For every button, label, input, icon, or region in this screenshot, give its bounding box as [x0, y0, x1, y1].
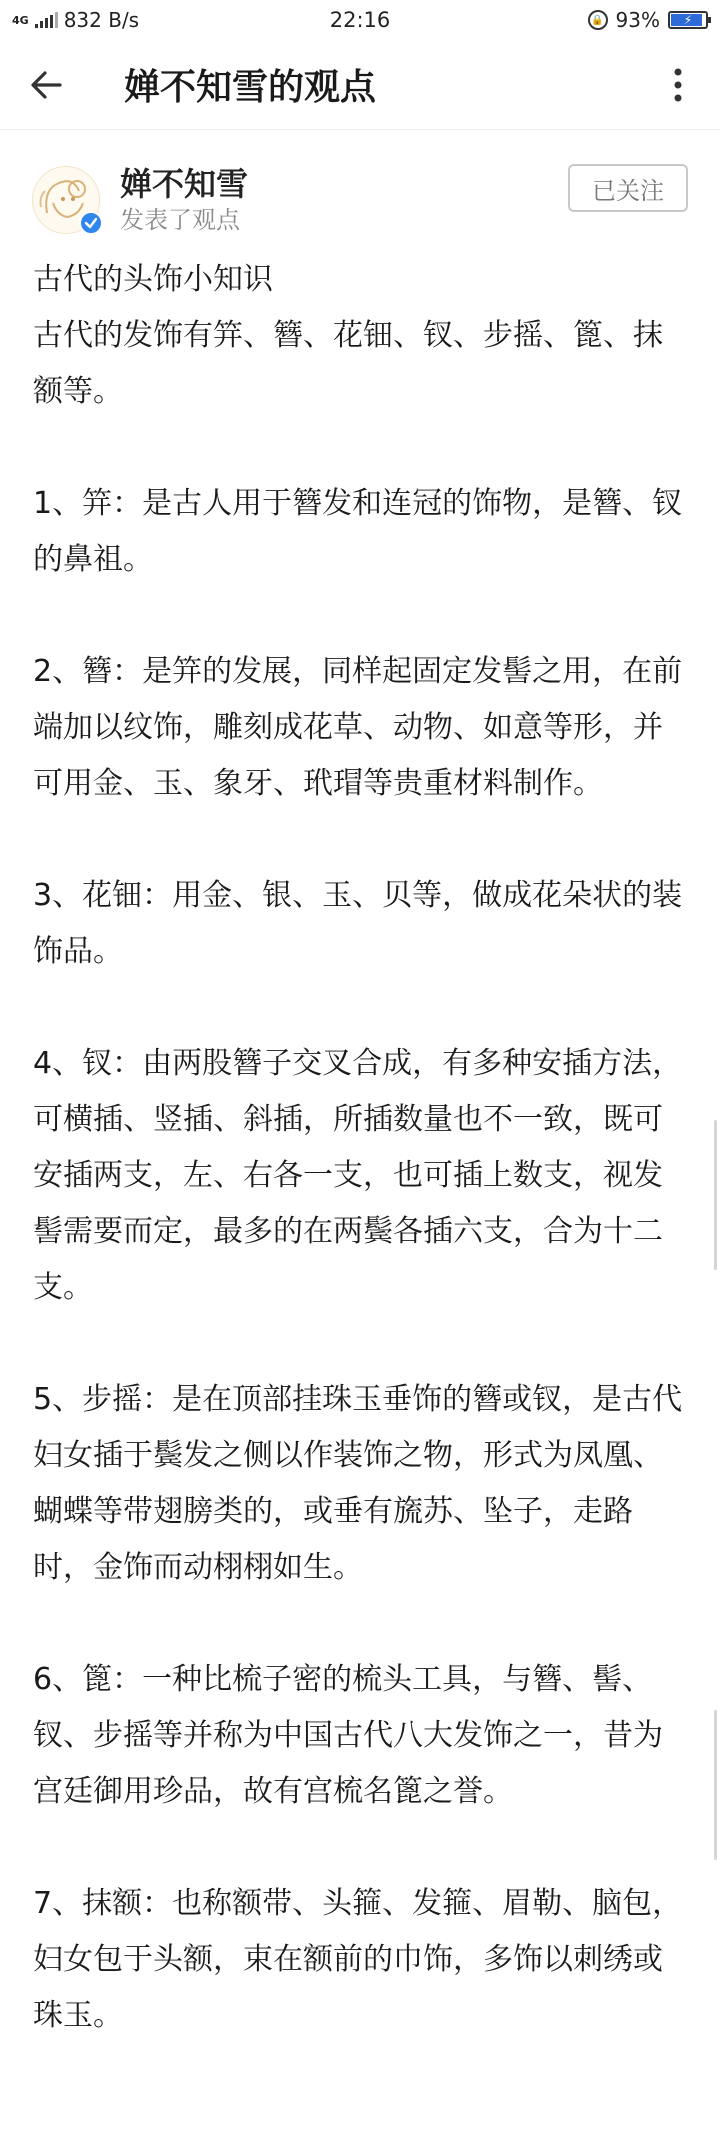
network-speed: 832 B/s: [63, 8, 140, 32]
author-info: [120, 164, 568, 236]
rotation-lock-icon: 🔒: [588, 10, 608, 30]
app-header: [0, 40, 720, 130]
back-arrow-icon[interactable]: [20, 59, 72, 111]
signal-icon: [35, 12, 58, 28]
article-item-1: 1、笄：是古人用于簪发和连冠的饰物，是簪、钗的鼻祖。: [33, 486, 683, 577]
author-row: [0, 130, 720, 244]
battery-percent: 93%: [615, 8, 660, 32]
author-name[interactable]: 婵不知雪: [120, 165, 249, 203]
avatar[interactable]: [32, 166, 100, 234]
status-right: [588, 8, 708, 32]
article-item-3: 3、花钿：用金、银、玉、贝等，做成花朵状的装饰品。: [33, 878, 683, 969]
article-item-2: 2、簪：是笄的发展，同样起固定发髻之用，在前端加以纹饰，雕刻成花草、动物、如意等形，并可用金、玉、象牙、玳瑁等贵重材料制作。: [33, 654, 683, 801]
page-title: 婵不知雪的观点: [124, 67, 377, 108]
network-type: 4G: [12, 13, 29, 27]
clock: 22:16: [329, 8, 391, 32]
verified-badge-icon: [79, 211, 103, 235]
status-left: [12, 8, 139, 32]
article-item-4: 4、钗：由两股簪子交叉合成，有多种安插方法，可横插、竖插、斜插，所插数量也不一致，既可安插两支，左、右各一支，也可插上数支，视发髻需要而定，最多的在两鬓各插六支，合为十二支。: [33, 1046, 683, 1305]
article-title: 古代的头饰小知识: [33, 262, 273, 297]
article-item-5: 5、步摇：是在顶部挂珠玉垂饰的簪或钗，是古代妇女插于鬓发之侧以作装饰之物，形式为凤凰、蝴蝶等带翅膀类的，或垂有旒苏、坠子，走路时，金饰而动栩栩如生。: [33, 1382, 683, 1585]
scrollbar-thumb[interactable]: [714, 1120, 717, 1270]
follow-button[interactable]: 已关注: [568, 164, 688, 212]
more-options-icon[interactable]: [656, 59, 700, 111]
article-intro: 古代的发饰有笄、簪、花钿、钗、步摇、篦、抹额等。: [33, 318, 663, 409]
author-subtitle: 发表了观点: [120, 206, 240, 234]
status-bar: [0, 0, 720, 40]
article-body: [0, 244, 720, 2044]
article-item-6: 6、篦：一种比梳子密的梳头工具，与簪、髻、钗、步摇等并称为中国古代八大发饰之一，昔为宫廷御用珍品，故有宫梳名篦之誉。: [33, 1662, 663, 1809]
article-item-7: 7、抹额：也称额带、头箍、发箍、眉勒、脑包，妇女包于头额，束在额前的巾饰，多饰以刺绣或珠玉。: [33, 1886, 683, 2033]
battery-icon: ⚡: [668, 11, 708, 29]
scrollbar-thumb-secondary[interactable]: [714, 1710, 717, 1860]
